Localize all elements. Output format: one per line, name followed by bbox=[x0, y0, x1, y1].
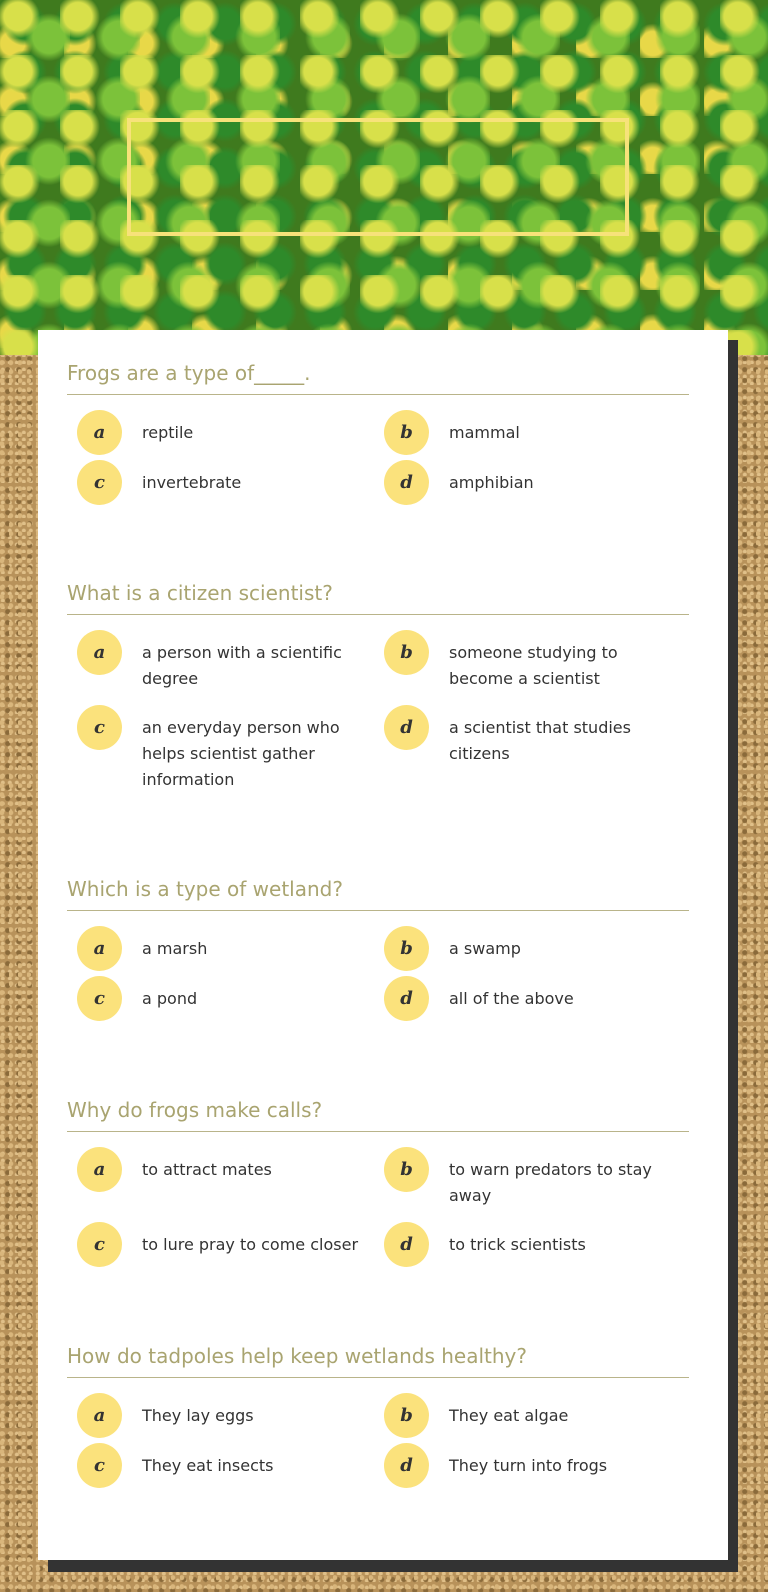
option-letter-badge: b bbox=[384, 1147, 429, 1192]
divider bbox=[67, 1377, 689, 1378]
question bbox=[67, 1344, 689, 1476]
answer-option-b[interactable] bbox=[384, 1393, 684, 1438]
option-text: invertebrate bbox=[142, 473, 242, 492]
option-letter-badge: d bbox=[384, 976, 429, 1021]
divider bbox=[67, 1131, 689, 1132]
divider bbox=[67, 394, 689, 395]
answer-option-b[interactable] bbox=[384, 410, 684, 455]
answer-option-c[interactable] bbox=[77, 976, 377, 1021]
option-letter-badge: c bbox=[77, 460, 122, 505]
answer-option-c[interactable] bbox=[77, 705, 377, 793]
option-letter-badge: c bbox=[77, 1443, 122, 1488]
option-text: to warn predators to stay away bbox=[449, 1160, 652, 1205]
answer-option-b[interactable] bbox=[384, 926, 684, 971]
option-letter-badge: b bbox=[384, 630, 429, 675]
header-image-limes bbox=[0, 0, 768, 355]
question bbox=[67, 1098, 689, 1255]
option-letter-badge: c bbox=[77, 705, 122, 750]
option-text: reptile bbox=[142, 423, 194, 442]
title-frame bbox=[127, 118, 629, 236]
option-text: a person with a scientific degree bbox=[142, 643, 342, 688]
option-letter-badge: b bbox=[384, 410, 429, 455]
question-title: Which is a type of wetland? bbox=[67, 877, 343, 901]
option-text: They eat algae bbox=[449, 1406, 569, 1425]
divider bbox=[67, 910, 689, 911]
answer-option-c[interactable] bbox=[77, 1443, 377, 1488]
option-text: a scientist that studies citizens bbox=[449, 718, 631, 763]
answer-option-d[interactable] bbox=[384, 976, 684, 1021]
option-text: to attract mates bbox=[142, 1160, 272, 1179]
option-text: They eat insects bbox=[142, 1456, 274, 1475]
option-text: They turn into frogs bbox=[449, 1456, 608, 1475]
option-letter-badge: a bbox=[77, 410, 122, 455]
option-letter-badge: b bbox=[384, 1393, 429, 1438]
answer-option-d[interactable] bbox=[384, 705, 684, 767]
option-text: an everyday person who helps scientist gather information bbox=[142, 718, 340, 789]
answer-option-a[interactable] bbox=[77, 410, 377, 455]
question bbox=[67, 877, 689, 1009]
option-letter-badge: c bbox=[77, 1222, 122, 1267]
option-text: mammal bbox=[449, 423, 520, 442]
question-title: How do tadpoles help keep wetlands healthy? bbox=[67, 1344, 527, 1368]
option-letter-badge: a bbox=[77, 1393, 122, 1438]
option-letter-badge: d bbox=[384, 1443, 429, 1488]
answer-option-b[interactable] bbox=[384, 1147, 684, 1209]
option-letter-badge: d bbox=[384, 705, 429, 750]
option-text: a pond bbox=[142, 989, 198, 1008]
answer-option-a[interactable] bbox=[77, 630, 377, 692]
option-text: amphibian bbox=[449, 473, 534, 492]
option-text: a swamp bbox=[449, 939, 521, 958]
question bbox=[67, 361, 689, 493]
answer-option-c[interactable] bbox=[77, 1222, 377, 1267]
option-text: a marsh bbox=[142, 939, 208, 958]
option-text: someone studying to become a scientist bbox=[449, 643, 618, 688]
option-text: They lay eggs bbox=[142, 1406, 254, 1425]
worksheet-card bbox=[38, 330, 728, 1560]
answer-option-c[interactable] bbox=[77, 460, 377, 505]
option-letter-badge: d bbox=[384, 460, 429, 505]
answer-option-b[interactable] bbox=[384, 630, 684, 692]
option-letter-badge: d bbox=[384, 1222, 429, 1267]
answer-option-d[interactable] bbox=[384, 460, 684, 505]
option-letter-badge: a bbox=[77, 1147, 122, 1192]
option-text: to trick scientists bbox=[449, 1235, 586, 1254]
option-letter-badge: b bbox=[384, 926, 429, 971]
answer-option-a[interactable] bbox=[77, 926, 377, 971]
question-title: Frogs are a type of_____. bbox=[67, 361, 311, 385]
question-title: Why do frogs make calls? bbox=[67, 1098, 323, 1122]
option-text: all of the above bbox=[449, 989, 574, 1008]
option-letter-badge: c bbox=[77, 976, 122, 1021]
answer-option-a[interactable] bbox=[77, 1147, 377, 1192]
answer-option-a[interactable] bbox=[77, 1393, 377, 1438]
option-text: to lure pray to come closer bbox=[142, 1235, 359, 1254]
answer-option-d[interactable] bbox=[384, 1443, 684, 1488]
option-letter-badge: a bbox=[77, 926, 122, 971]
option-letter-badge: a bbox=[77, 630, 122, 675]
divider bbox=[67, 614, 689, 615]
answer-option-d[interactable] bbox=[384, 1222, 684, 1267]
question-title: What is a citizen scientist? bbox=[67, 581, 333, 605]
question bbox=[67, 581, 689, 789]
